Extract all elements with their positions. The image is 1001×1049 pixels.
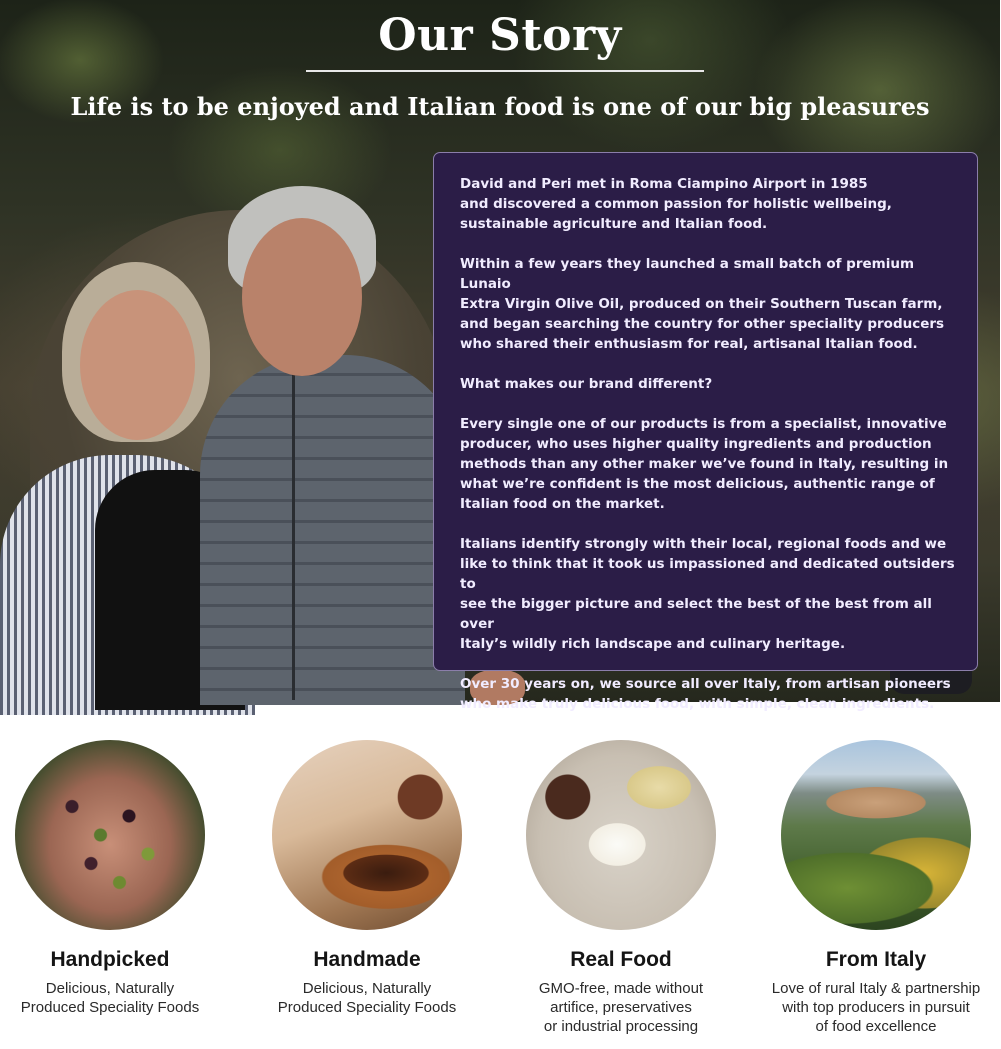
man-face — [242, 218, 362, 376]
feature-title: Handpicked — [50, 948, 170, 971]
title-divider — [306, 70, 704, 72]
story-paragraph: Italians identify strongly with their local, regional foods and we like to think that it took us impassioned and dedicated outsiders to see the bigger picture and select the best of the best from all over Italy’s wildly rich landscape and culinary heritage. — [460, 536, 955, 652]
real-food-image — [526, 740, 716, 930]
feature-description: Love of rural Italy & partnership with top producers in pursuit of food excellence — [771, 980, 981, 1035]
story-paragraph: David and Peri met in Roma Ciampino Airport in 1985 and discovered a common passion for holistic wellbeing, sustainable agriculture and Italian food. — [460, 176, 892, 232]
feature-description: Delicious, Naturally Produced Speciality Foods — [277, 980, 457, 1016]
italy-landscape-image — [781, 740, 971, 930]
man-figure — [200, 355, 465, 705]
feature-description: GMO-free, made without artifice, preservatives or industrial processing — [538, 980, 704, 1035]
story-paragraph: Every single one of our products is from a specialist, innovative producer, who uses higher quality ingredients and production methods than any other maker we’ve found in Italy, resulting in what we’re confident is the most delicious, authentic range of Italian food on the market. — [460, 416, 949, 512]
story-paragraph: What makes our brand different? — [460, 376, 713, 392]
feature-handpicked — [0, 740, 235, 1017]
page-subtitle: Life is to be enjoyed and Italian food is one of our big pleasures — [70, 92, 930, 121]
feature-title: From Italy — [825, 948, 927, 971]
feature-title: Real Food — [570, 948, 672, 971]
feature-real-food — [496, 740, 746, 1036]
jacket-zipper — [292, 370, 295, 700]
feature-from-italy — [751, 740, 1001, 1036]
feature-description: Delicious, Naturally Produced Speciality Foods — [20, 980, 200, 1016]
page-title: Our Story — [378, 10, 622, 61]
story-paragraph: Over 30 years on, we source all over Italy, from artisan pioneers who make truly delicious food, with simple, clean ingredients. — [460, 676, 951, 712]
woman-face — [80, 290, 195, 440]
handmade-image — [272, 740, 462, 930]
feature-handmade — [242, 740, 492, 1017]
feature-title: Handmade — [313, 948, 421, 971]
olives-image — [15, 740, 205, 930]
story-panel — [433, 152, 978, 712]
story-paragraph: Within a few years they launched a small batch of premium Lunaio Extra Virgin Olive Oil, produced on their Southern Tuscan farm, and began searching the country for other speciality producers who shared their enthusiasm for real, artisanal Italian food. — [460, 256, 945, 352]
